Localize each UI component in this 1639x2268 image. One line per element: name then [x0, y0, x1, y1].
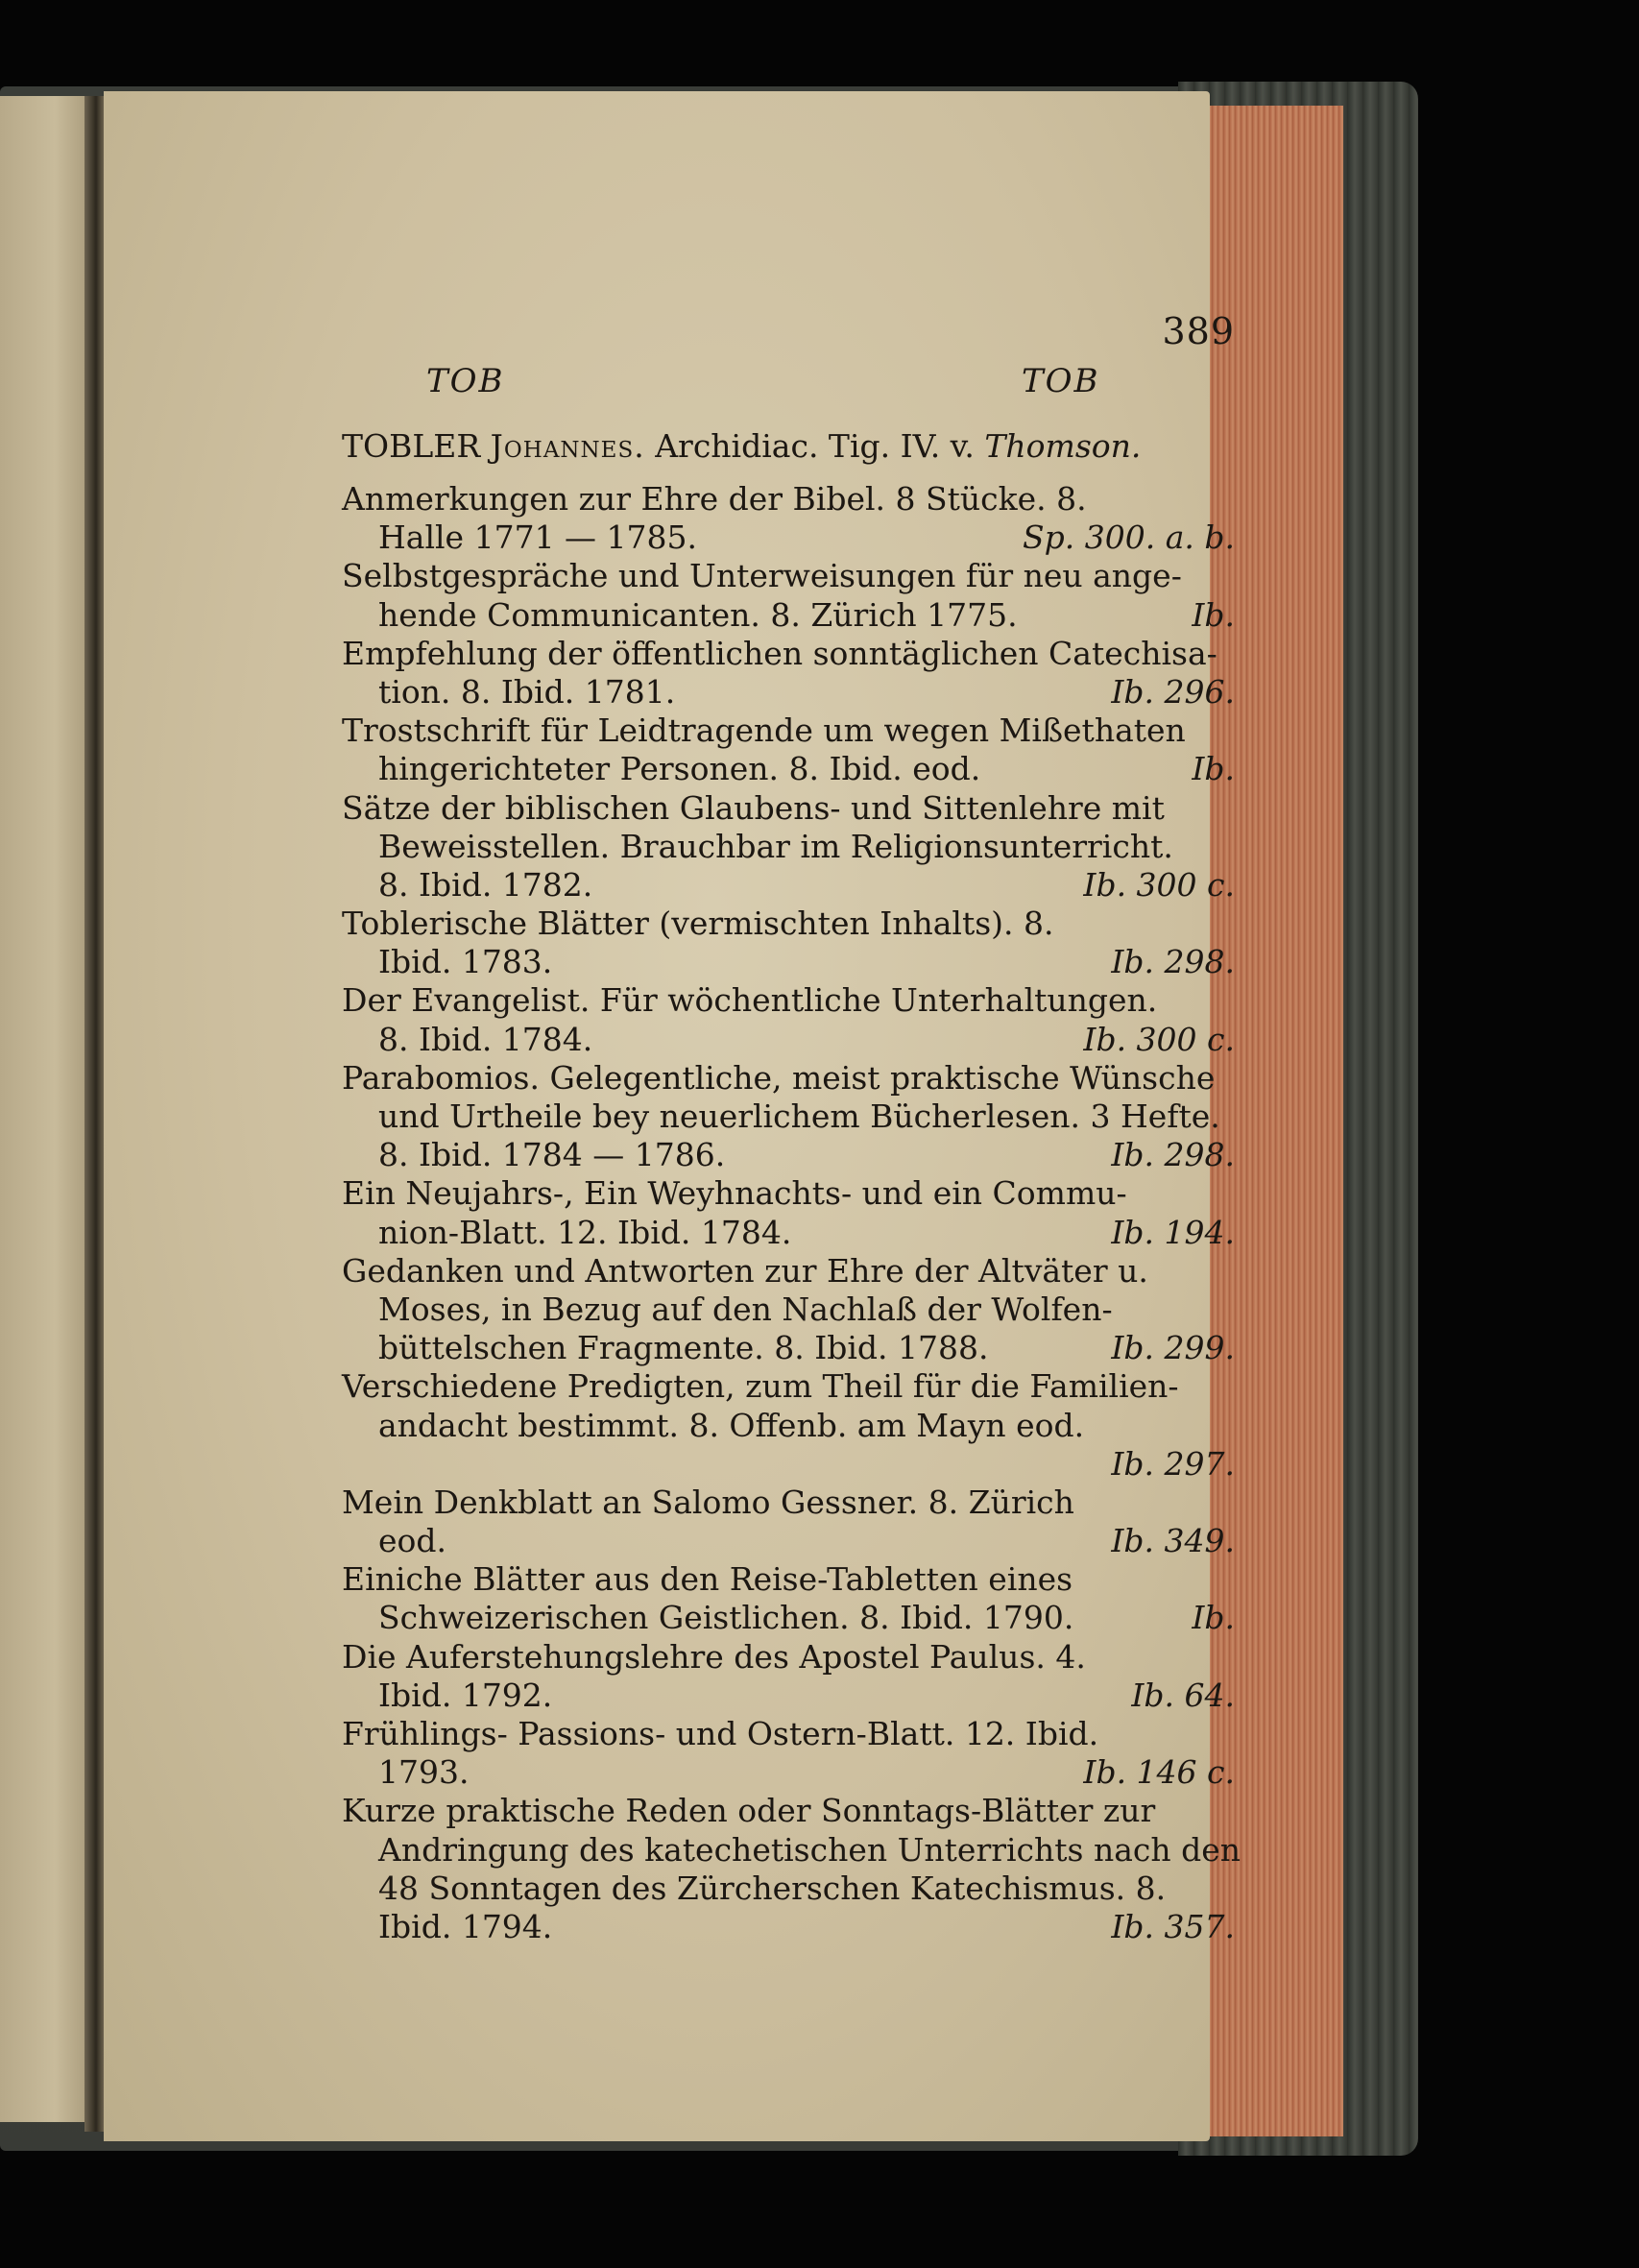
- author-given-name: Johannes.: [490, 427, 645, 465]
- entry-text: Mein Denkblatt an Salomo Gessner. 8. Zürich: [342, 1483, 1074, 1521]
- entry-text: Sätze der biblischen Glaubens- und Sittenlehre mit: [342, 788, 1165, 827]
- left-page-sliver: [0, 96, 91, 2122]
- entry-line: [342, 596, 1235, 635]
- entry-source-ref: Ib. 300 c.: [1083, 865, 1235, 904]
- entry-text: Anmerkungen zur Ehre der Bibel. 8 Stücke. 8.: [342, 480, 1087, 518]
- entry-line: [342, 828, 1235, 866]
- entry-line: [342, 673, 1235, 712]
- entry-source-ref: Ib. 299.: [1111, 1329, 1235, 1367]
- entry-source-ref: Ib.: [1192, 1599, 1235, 1637]
- entry-line: [342, 557, 1235, 595]
- entry-line: [342, 1484, 1235, 1522]
- entry-source-ref: Ib. 297.: [1111, 1444, 1235, 1483]
- entry-text: 8. Ibid. 1782.: [378, 865, 593, 904]
- entry-line: [342, 1522, 1235, 1560]
- entry-text: nion-Blatt. 12. Ibid. 1784.: [378, 1213, 792, 1251]
- entry-source-ref: Ib. 296.: [1111, 672, 1235, 711]
- entry-source-ref: Ib.: [1192, 595, 1235, 634]
- entry-text: Ein Neujahrs-, Ein Weyhnachts- und ein Commu-: [342, 1174, 1127, 1213]
- entry-line: [342, 1560, 1235, 1599]
- entry-text: eod.: [378, 1522, 447, 1560]
- entry-text: 8. Ibid. 1784 — 1786.: [378, 1136, 726, 1174]
- entry-line: [342, 1715, 1235, 1753]
- entry-text: Schweizerischen Geistlichen. 8. Ibid. 1790.: [378, 1599, 1074, 1637]
- entry-text: hingerichteter Personen. 8. Ibid. eod.: [378, 750, 981, 788]
- entry-text: tion. 8. Ibid. 1781.: [378, 672, 676, 711]
- entry-source-ref: Ib. 146 c.: [1083, 1753, 1235, 1792]
- page-content: [342, 91, 1241, 2268]
- entry-line: [342, 712, 1235, 750]
- entry-source-ref: Ib. 357.: [1111, 1907, 1235, 1945]
- entry-line: [342, 1021, 1235, 1059]
- entry-line: [342, 1792, 1235, 1830]
- entry-text: Einiche Blätter aus den Reise-Tabletten eines: [342, 1560, 1073, 1599]
- entry-line: [342, 1407, 1235, 1445]
- entry-source-ref: Ib. 298.: [1111, 943, 1235, 981]
- entry-line: [342, 1329, 1235, 1367]
- entry-line: [342, 1830, 1241, 1870]
- entry-line: [342, 635, 1235, 673]
- entry-line: [342, 1677, 1235, 1715]
- entry-line: [342, 1445, 1235, 1484]
- author-role: Archidiac. Tig. IV. v.: [655, 427, 975, 465]
- entry-line: [342, 789, 1235, 828]
- entry-line: [342, 1252, 1235, 1291]
- entry-text: andacht bestimmt. 8. Offenb. am Mayn eod.: [378, 1406, 1085, 1444]
- entry-text: 8. Ibid. 1784.: [378, 1020, 593, 1058]
- entry-line: [342, 750, 1235, 788]
- page-number: 389: [1162, 310, 1235, 352]
- entry-text: Trostschrift für Leidtragende um wegen Mißethaten: [342, 712, 1186, 750]
- entry-line: [342, 1870, 1235, 1908]
- right-page: [104, 91, 1241, 2141]
- bibliography-entries: [342, 480, 1241, 1946]
- entry-line: [342, 1753, 1235, 1792]
- entry-line: [342, 1174, 1235, 1213]
- entry-line: [342, 943, 1235, 981]
- entry-text: Ibid. 1794.: [378, 1907, 553, 1945]
- entry-source-ref: Sp. 300. a. b.: [1023, 519, 1235, 557]
- entry-line: [342, 905, 1235, 943]
- entry-line: [342, 1638, 1235, 1677]
- entry-source-ref: Ib. 298.: [1111, 1136, 1235, 1174]
- entry-text: Toblerische Blätter (vermischten Inhalts). 8.: [342, 905, 1054, 943]
- entry-text: Verschiedene Predigten, zum Theil für die Familien-: [342, 1367, 1179, 1406]
- entry-text: Frühlings- Passions- und Ostern-Blatt. 12. Ibid.: [342, 1715, 1099, 1752]
- entry-text: Ibid. 1783.: [378, 943, 553, 981]
- entry-line: [342, 1908, 1235, 1946]
- entry-line: [342, 1059, 1235, 1098]
- entry-line: [342, 981, 1235, 1020]
- author-surname: TOBLER: [342, 427, 481, 465]
- entry-text: Empfehlung der öffentlichen sonntäglichen Catechisa-: [342, 634, 1217, 672]
- entry-text: und Urtheile bey neuerlichem Bücherlesen. 3 Hefte.: [378, 1098, 1220, 1135]
- entry-text: Kurze praktische Reden oder Sonntags-Blätter zur: [342, 1792, 1156, 1830]
- entry-line: [342, 1098, 1235, 1136]
- entry-line: [342, 1136, 1235, 1174]
- entry-text: büttelschen Fragmente. 8. Ibid. 1788.: [378, 1329, 989, 1367]
- entry-text: Andringung des katechetischen Unterrichts nach den: [378, 1830, 1241, 1869]
- entry-line: [342, 1599, 1235, 1637]
- entry-text: Parabomios. Gelegentliche, meist praktische Wünsche: [342, 1058, 1216, 1097]
- entry-source-ref: Ib. 194.: [1111, 1213, 1235, 1251]
- entry-text: Beweisstellen. Brauchbar im Religionsunterricht.: [378, 827, 1173, 865]
- entry-text: Der Evangelist. Für wöchentliche Unterhaltungen.: [342, 981, 1158, 1020]
- entry-text: Moses, in Bezug auf den Nachlaß der Wolfen-: [378, 1290, 1113, 1328]
- entry-text: Ibid. 1792.: [378, 1676, 553, 1714]
- entry-text: Gedanken und Antworten zur Ehre der Altväter u.: [342, 1251, 1148, 1290]
- author-cross-reference: Thomson.: [984, 427, 1142, 465]
- running-head-left: TOB: [426, 362, 505, 400]
- entry-text: hende Communicanten. 8. Zürich 1775.: [378, 595, 1018, 634]
- entry-line: [342, 480, 1235, 519]
- entry-line: [342, 1214, 1235, 1252]
- entry-text: 1793.: [378, 1753, 470, 1792]
- entry-text: 48 Sonntagen des Zürcherschen Katechismus. 8.: [378, 1869, 1167, 1907]
- running-head-right: TOB: [1022, 362, 1100, 400]
- entry-line: [342, 1367, 1235, 1406]
- entry-text: Die Auferstehungslehre des Apostel Paulus. 4.: [342, 1637, 1086, 1676]
- entry-source-ref: Ib. 349.: [1111, 1522, 1235, 1560]
- entry-line: [342, 519, 1235, 557]
- author-heading: [342, 427, 1235, 465]
- entry-line: [342, 1291, 1235, 1329]
- entry-text: Halle 1771 — 1785.: [378, 519, 698, 557]
- entry-source-ref: Ib. 300 c.: [1083, 1020, 1235, 1058]
- entry-source-ref: Ib.: [1192, 750, 1235, 788]
- entry-text: Selbstgespräche und Unterweisungen für neu ange-: [342, 557, 1182, 595]
- entry-source-ref: Ib. 64.: [1131, 1676, 1235, 1714]
- entry-line: [342, 866, 1235, 905]
